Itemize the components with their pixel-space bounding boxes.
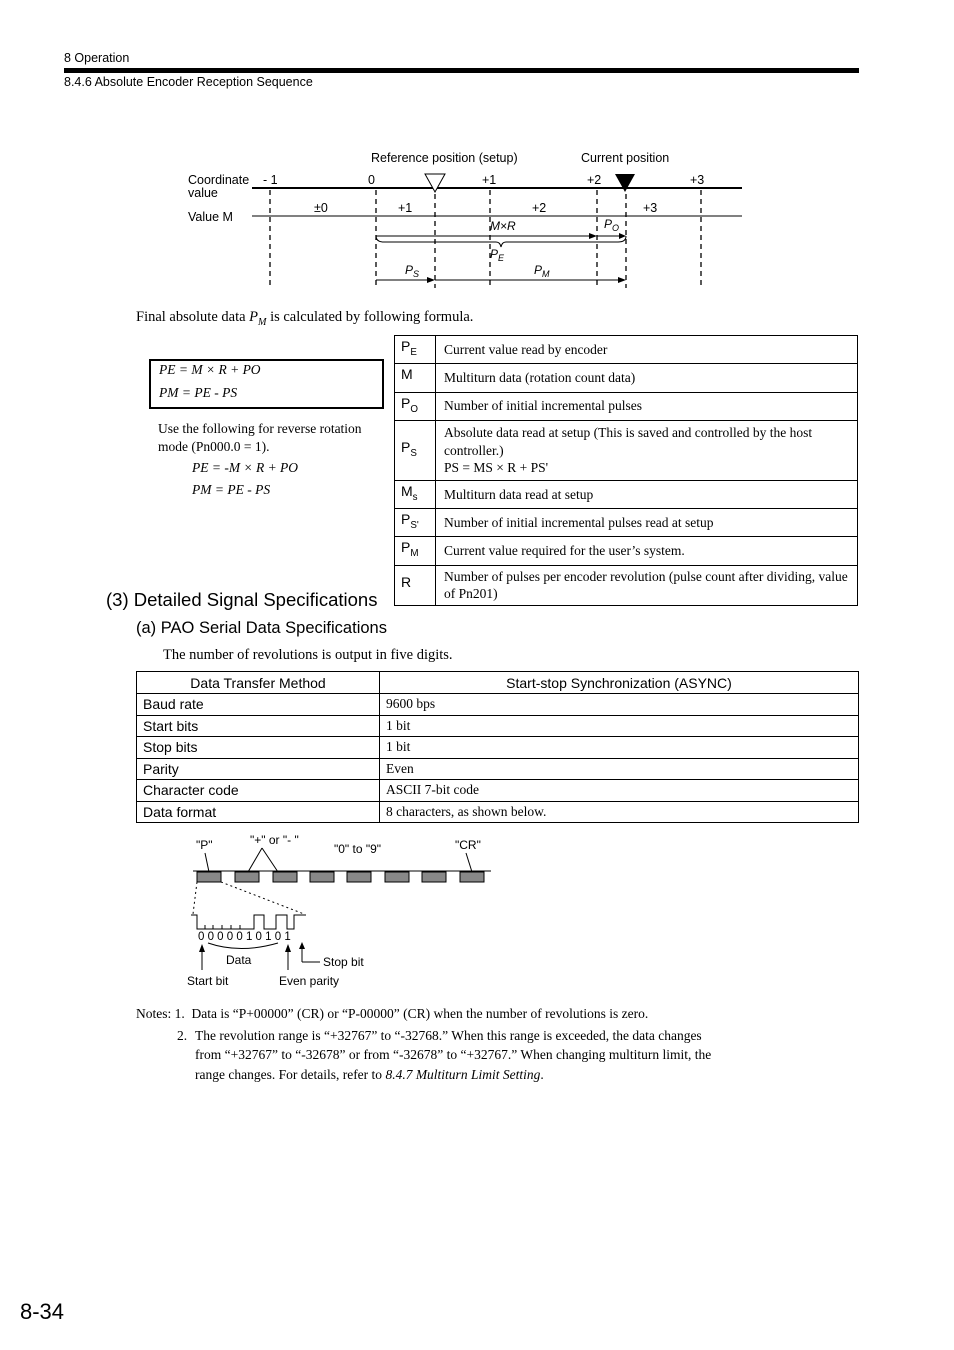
header-async: Start-stop Synchronization (ASYNC) [380,672,859,694]
current-marker-icon [615,174,635,192]
definition-symbol: $P_E$ [395,336,436,364]
table-row [395,392,858,420]
data-label: Data [226,953,252,967]
table-header-row [137,672,859,694]
coord-tick: +3 [690,173,705,187]
reference-position-label: Reference position (setup) [371,151,518,165]
position-diagram [0,140,954,300]
definition-symbol: $M_s$ [395,480,436,508]
table-row [395,364,858,392]
table-row: Parity Even [137,758,859,780]
reverse-note [158,420,362,499]
table-row [395,336,858,364]
grid-dashes [270,190,701,288]
definition-symbol: M [395,364,436,392]
definition-desc: Number of initial incremental pulses [436,392,858,420]
mr-label: M×R [490,219,516,233]
pe-brace [376,236,626,247]
m-tick: +1 [398,201,413,215]
definitions-table [394,335,858,606]
table-row: Start bits 1 bit [137,715,859,737]
table-row [395,509,858,537]
formula-intro: Final absolute data $P_M$ is calculated by following formula. [136,309,474,328]
p-char-label: "P" [196,838,213,852]
coordinate-label-2: value [188,186,218,200]
formula-line-1: PE = M × R + PO [159,362,261,377]
pm-arrowhead-icon [618,277,626,283]
definition-desc: Number of initial incremental pulses read at setup [436,509,858,537]
bit-waveform [191,915,306,929]
section-a-intro: The number of revolutions is output in five digits. [163,647,453,663]
parity-arrow-icon [285,944,291,952]
header-rule [64,68,859,73]
chapter-header: 8 Operation [64,51,130,65]
definition-symbol: R [395,565,436,605]
multiturn-limit-ref: 8.4.7 Multiturn Limit Setting [385,1066,541,1082]
data-frame-diagram [0,830,954,995]
definition-symbol: $P_{S'}$ [395,509,436,537]
ps-label: $P_S$ [405,263,420,279]
digits-label: "0" to "9" [334,842,382,856]
table-row [395,537,858,565]
coord-tick: +2 [587,173,602,187]
bit-values: 0 0 0 0 0 1 0 1 0 1 [198,931,291,943]
coord-tick: - 1 [263,173,278,187]
table-row [395,420,858,480]
bit-ticks [205,925,240,929]
definition-desc: Number of pulses per encoder revolution (pulse count after dividing, value of Pn201) [436,565,858,605]
definition-desc: Multiturn data read at setup [436,480,858,508]
definition-desc: Current value read by encoder [436,336,858,364]
definition-symbol: $P_M$ [395,537,436,565]
m-tick: +3 [643,201,658,215]
m-tick: +2 [532,201,547,215]
table-row: Baud rate 9600 bps [137,694,859,716]
value-m-label: Value M [188,210,233,224]
start-arrow-icon [199,944,205,952]
definition-formula: PS = MS × R + PS' [444,460,549,476]
table-row: Character code ASCII 7-bit code [137,780,859,802]
po-label: $P_O$ [604,217,620,233]
note-2: 2. The revolution range is “+32767” to “-32768.” When this range is exceeded, the data changes from “+32767” to “-32678” or from “-32678” to “+32767.” When changing multiturn limit, the range changes. For details, refer to 8.4.7 Multiturn Limit Setting. [177,1027,712,1082]
m-tick: ±0 [314,201,328,215]
current-position-label: Current position [581,151,670,165]
reference-marker-icon [425,174,445,192]
reverse-note-line-2: mode (Pn000.0 = 1). [158,439,270,454]
reverse-formula-1: PE = -M × R + PO [192,460,299,475]
coord-tick: +1 [482,173,497,187]
definition-symbol: $P_O$ [395,392,436,420]
definition-symbol: $P_S$ [395,420,436,480]
section-a-title: (a) PAO Serial Data Specifications [136,619,387,637]
expansion-dashes [193,882,304,914]
header-method: Data Transfer Method [137,672,380,694]
sign-char-label: "+" or "- " [250,833,299,847]
definition-desc: Multiturn data (rotation count data) [436,364,858,392]
character-blocks [197,872,484,882]
section-header: 8.4.6 Absolute Encoder Reception Sequence [64,75,313,89]
coordinate-label: Coordinate [188,173,250,187]
note-1: Notes: 1. Data is “P+00000” (CR) or “P-00000” (CR) when the number of revolutions is zero. [136,1006,649,1021]
reverse-formula-2: PM = PE - PS [192,482,271,497]
pm-label: $P_M$ [534,263,550,279]
table-row: Stop bits 1 bit [137,737,859,759]
po-arrowhead-icon [619,233,626,239]
data-brace [208,943,278,949]
mr-arrowhead-icon [589,233,597,239]
coord-tick: 0 [368,173,375,187]
table-row: Data format 8 characters, as shown below. [137,801,859,823]
table-row [395,480,858,508]
definition-desc: Current value required for the user’s system. [436,537,858,565]
table-row [395,565,858,605]
page-number: 8-34 [20,1299,65,1324]
section-3-title: (3) Detailed Signal Specifications [106,589,378,610]
stop-arrow-icon [299,942,305,949]
even-parity-label: Even parity [279,974,340,988]
serial-spec-table [136,671,859,823]
pe-label: $P_E$ [490,247,505,263]
definition-desc: Absolute data read at setup (This is saved and controlled by the host controller.) PS = MS × R + PS' [436,420,858,480]
formula-line-2: PM = PE - PS [159,385,238,400]
stop-bit-label: Stop bit [323,955,364,969]
start-bit-label: Start bit [187,974,229,988]
reverse-note-line-1: Use the following for reverse rotation [158,421,362,436]
cr-label: "CR" [455,838,481,852]
formula-box [149,359,384,409]
ps-arrowhead-icon [427,277,435,283]
notes [136,1004,776,1084]
